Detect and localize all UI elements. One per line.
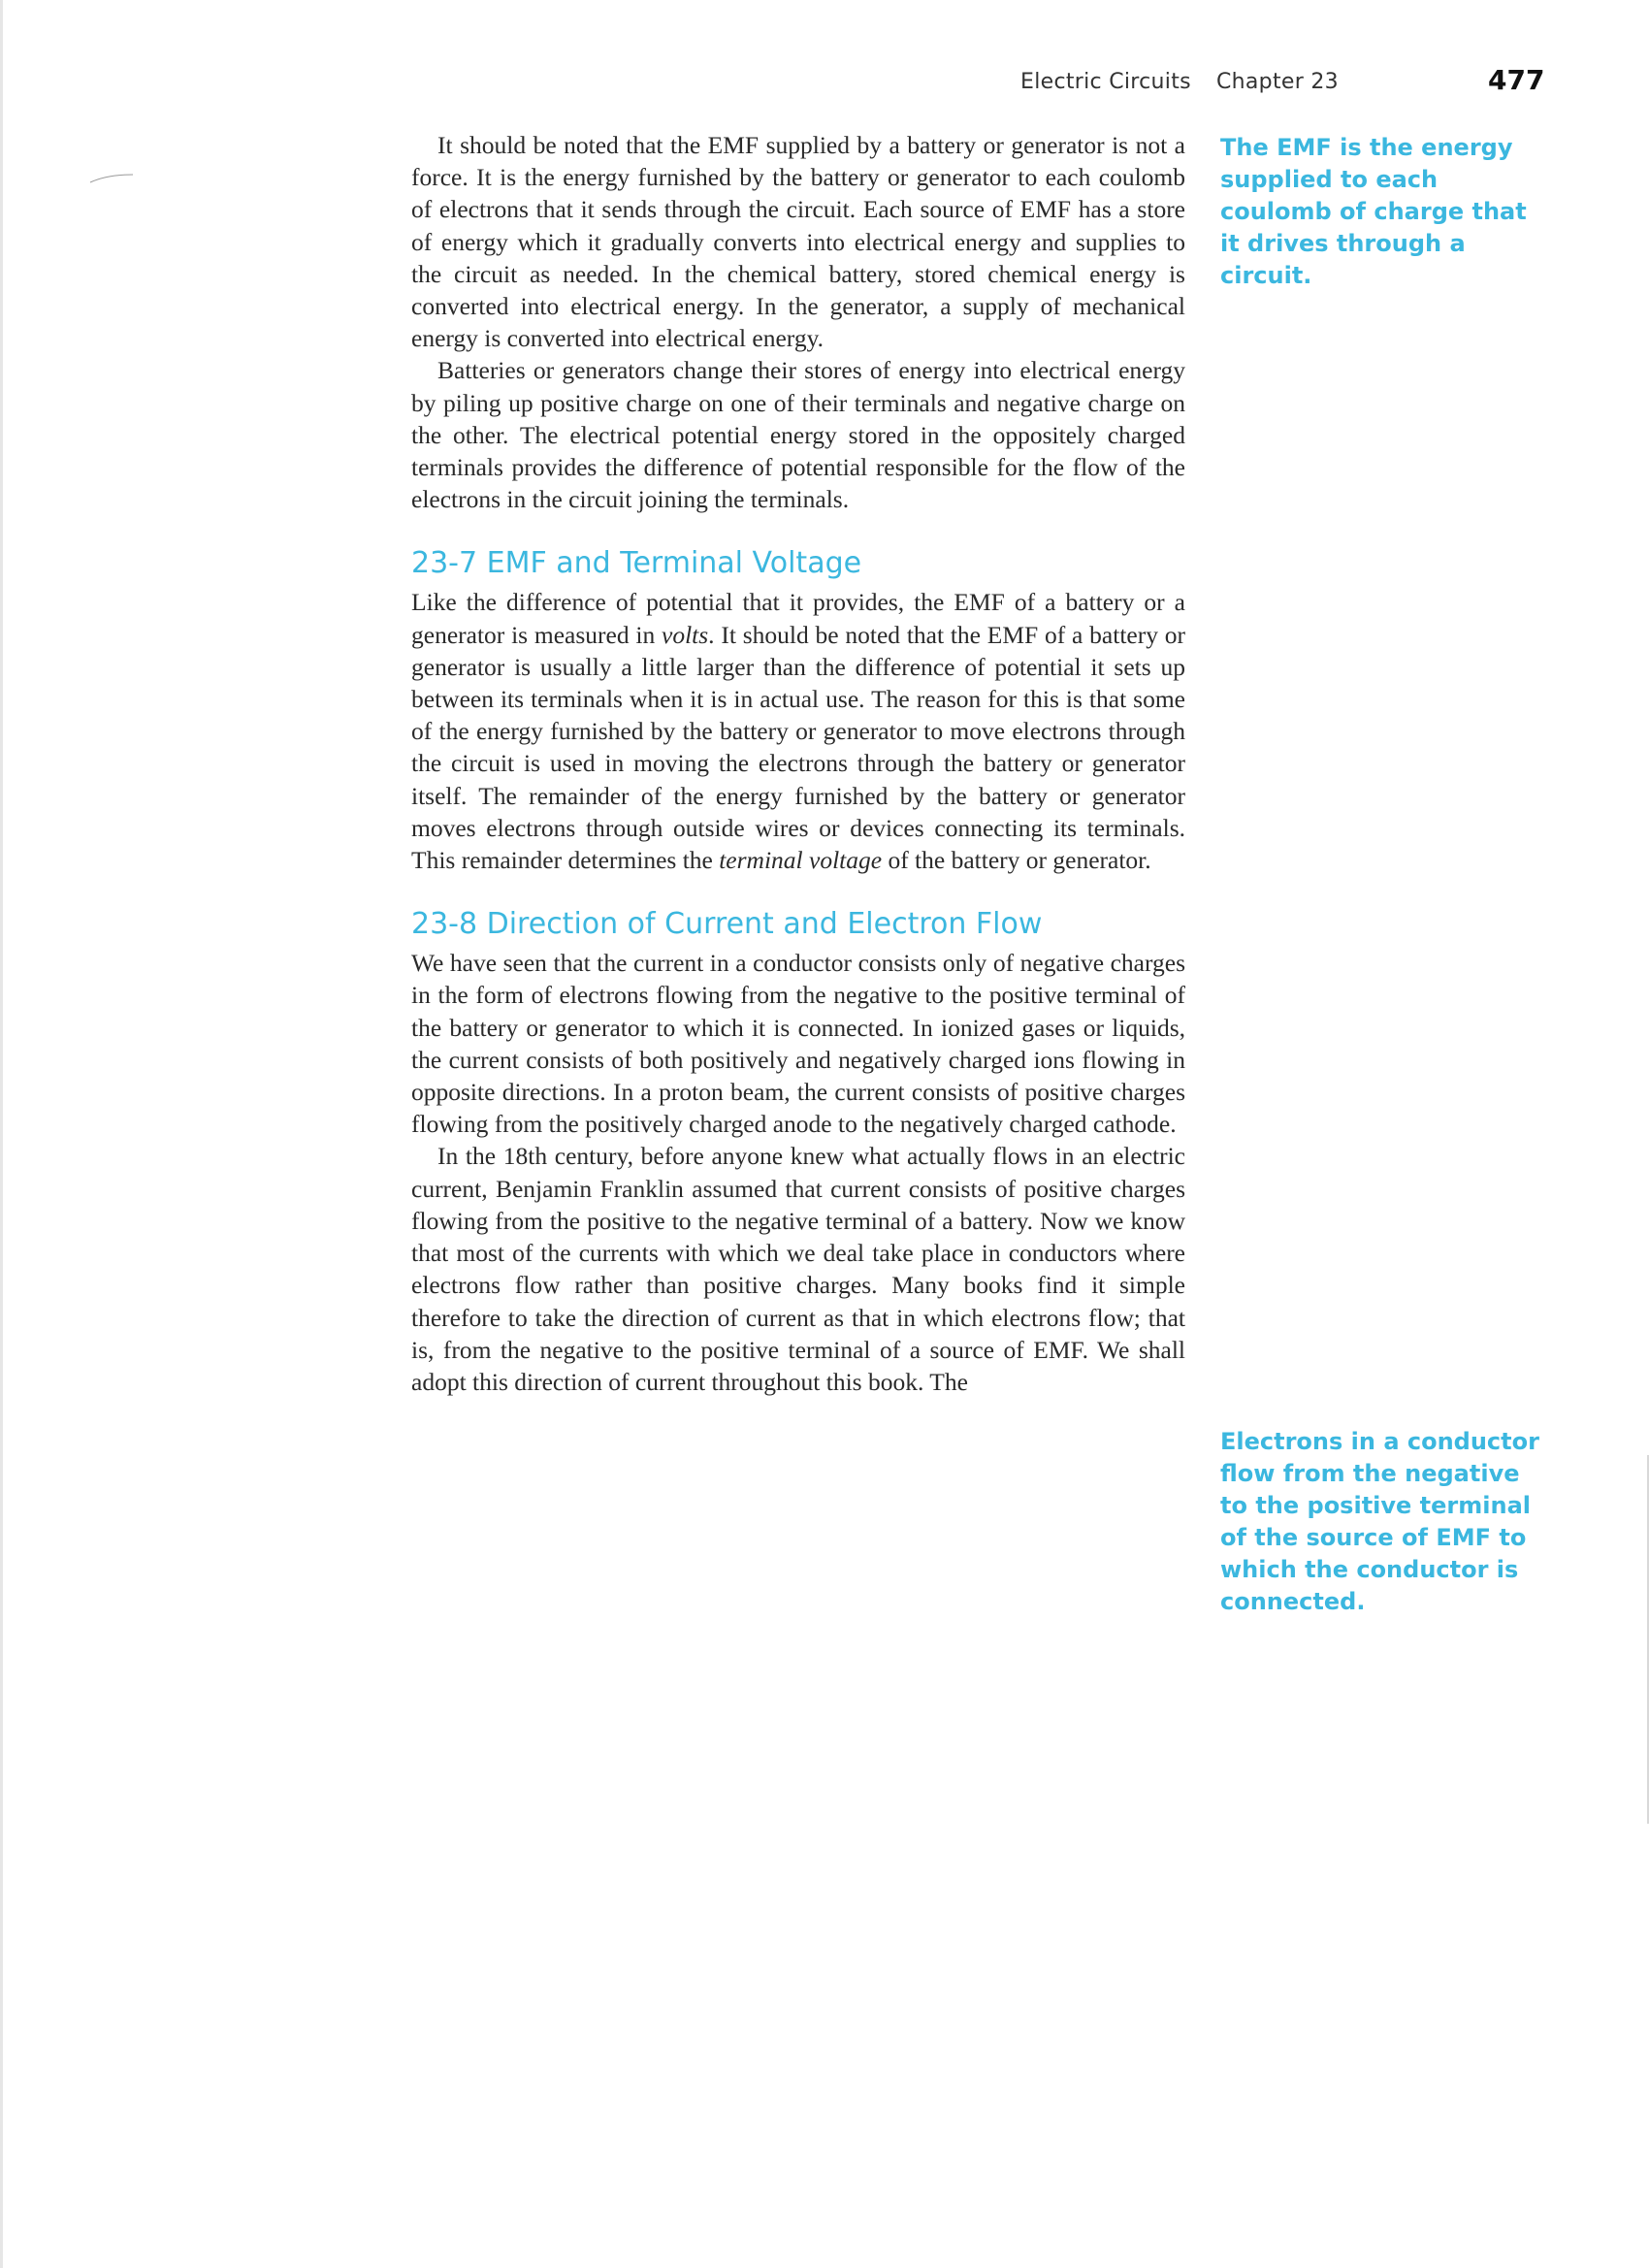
text-run: Like the difference of potential that it provides, the EMF of a battery or a generator is measured in: [411, 588, 1185, 649]
paragraph-emf-not-force: It should be noted that the EMF supplied by a battery or generator is not a force. It is the energy furnished by the battery or generator to each coulomb of electrons that it sends through the circuit. Each source of EMF has a store of energy which it gradually converts into electrical energy and supplies to the circuit as needed. In the chemical battery, stored chemical energy is converted into electrical energy. In the generator, a supply of mechanical energy is converted into electrical energy.: [411, 131, 1185, 353]
margin-note-electron-flow: Electrons in a conductor flow from the negative to the positive terminal of the source of EMF to which the conductor is connected.: [1220, 1428, 1539, 1615]
main-text-column: [411, 129, 1185, 1398]
chapter-title: Electric Circuits: [1020, 70, 1191, 94]
margin-note-emf-energy: The EMF is the energy supplied to each coulomb of charge that it drives through a circuit.: [1220, 134, 1527, 289]
chapter-number: Chapter 23: [1216, 70, 1339, 94]
paragraph-batteries-generators: Batteries or generators change their stores of energy into electrical energy by piling up positive charge on one of their terminals and negative charge on the other. The electrical potential energy stored in the oppositely charged terminals provides the difference of potential responsible for the flow of the electrons in the circuit joining the terminals.: [411, 356, 1185, 514]
text-run: of the battery or generator.: [882, 846, 1151, 875]
italic-terminal-voltage: terminal voltage: [719, 846, 883, 875]
page-number: 477: [1488, 64, 1545, 96]
italic-volts: volts: [662, 620, 709, 649]
text-run: . It should be noted that the EMF of a battery or generator is usually a little larger than the difference of potential it sets up between its terminals when it is in actual use. The reason for this is that some of the energy furnished by the battery or generator to move electrons through the circuit is used in moving the electrons through the battery or generator itself. The remainder of the energy furnished by the battery or generator moves electrons through outside wires or devices connecting its terminals. This remainder determines the: [411, 620, 1185, 875]
paragraph-franklin-convention: In the 18th century, before anyone knew what actually flows in an electric current, Benjamin Franklin assumed that current consists of positive charges flowing from the positive to the negative terminal of a battery. Now we know that most of the currents with which we deal take place in conductors where electrons flow rather than positive charges. Many books find it simple therefore to take the direction of current as that in which electrons flow; that is, from the negative to the positive terminal of a source of EMF. We shall adopt this direction of current throughout this book. The: [411, 1142, 1185, 1396]
running-header: [999, 64, 1545, 103]
paragraph-current-in-conductor: We have seen that the current in a conductor consists only of negative charges in the form of electrons flowing from the negative to the positive terminal of the battery or generator to which it is connected. In ionized gases or liquids, the current consists of both positively and negatively charged ions flowing in opposite directions. In a proton beam, the current consists of positive charges flowing from the positively charged anode to the negatively charged cathode.: [411, 949, 1185, 1139]
paragraph-emf-terminal-voltage: [411, 586, 1185, 876]
page-edge: [0, 0, 3, 2268]
section-heading-23-8: 23-8 Direction of Current and Electron Flow: [411, 907, 1043, 942]
section-heading-23-7: 23-7 EMF and Terminal Voltage: [411, 546, 862, 581]
stray-pen-mark: [89, 173, 134, 184]
